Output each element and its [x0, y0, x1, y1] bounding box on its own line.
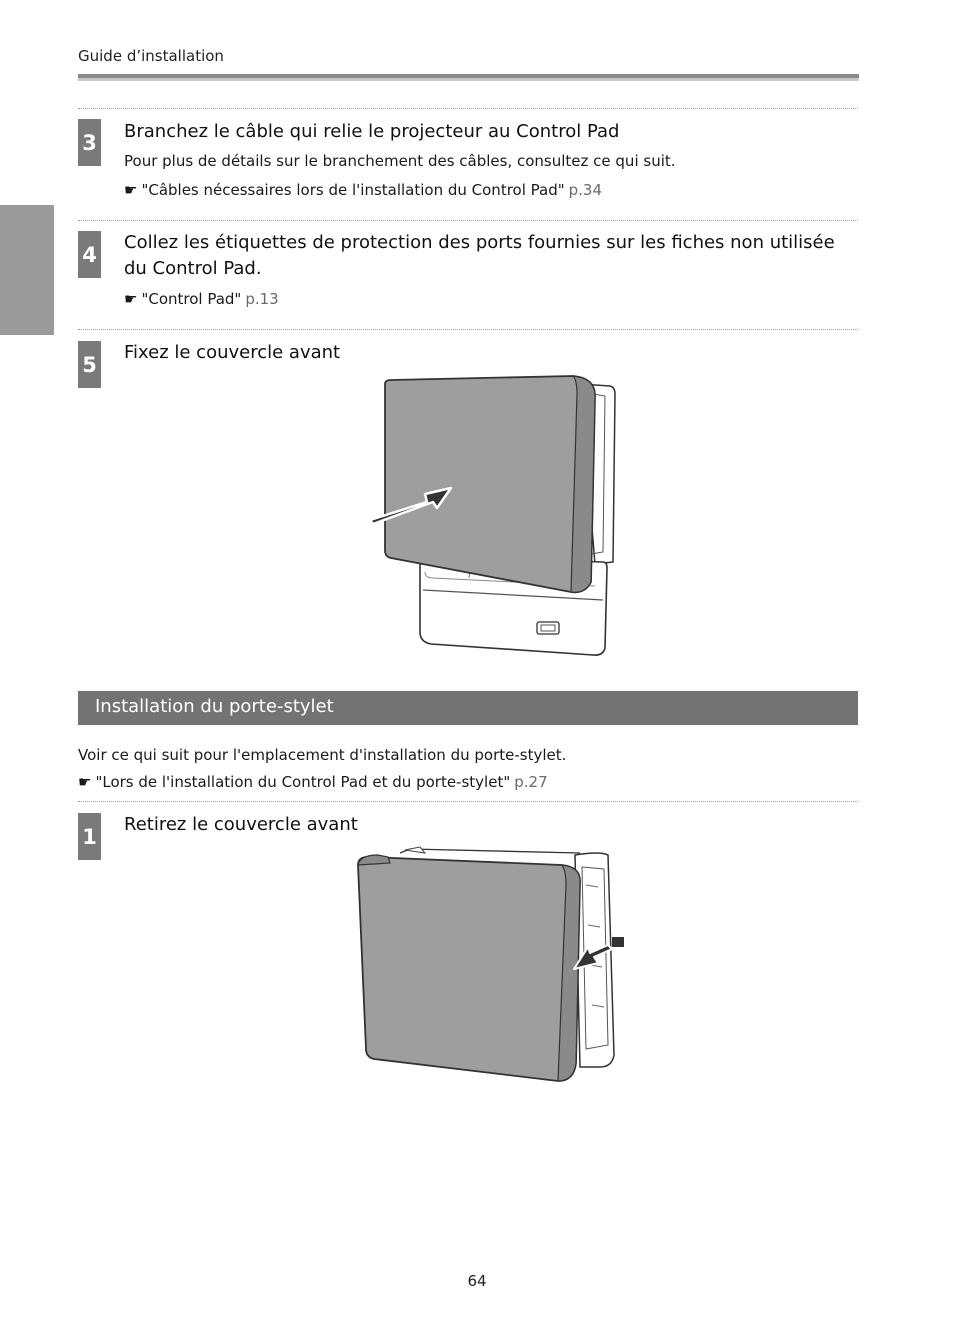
running-header: Guide d’installation — [78, 47, 224, 65]
reference-text: "Câbles nécessaires lors de l'installation du Control Pad" — [141, 181, 565, 199]
step-title: Collez les étiquettes de protection des ports fournies sur les fiches non utilisée du Control Pad. — [124, 232, 835, 279]
cross-reference-link[interactable] — [78, 773, 548, 791]
step-title: Fixez le couvercle avant — [124, 342, 341, 363]
section-title: Installation du porte-stylet — [95, 696, 334, 717]
cross-reference-link[interactable] — [124, 290, 279, 308]
divider — [78, 220, 858, 221]
step-title: Retirez le couvercle avant — [124, 814, 358, 835]
reference-page: p.34 — [568, 181, 603, 199]
reference-text: "Control Pad" — [141, 290, 242, 308]
step-number-badge: 1 — [78, 813, 101, 860]
section-intro: Voir ce qui suit pour l'emplacement d'installation du porte-stylet. — [78, 746, 567, 764]
divider — [78, 329, 858, 330]
cross-reference-link[interactable] — [124, 181, 602, 199]
step-title: Branchez le câble qui relie le projecteur au Control Pad — [124, 121, 620, 142]
chapter-side-tab — [0, 205, 54, 335]
step-number-badge: 5 — [78, 341, 101, 388]
header-rule — [78, 74, 859, 81]
step-number-badge: 4 — [78, 231, 101, 278]
divider — [78, 801, 858, 802]
pointing-hand-icon: ☛ — [78, 773, 92, 791]
reference-page: p.27 — [514, 773, 548, 791]
remove-cover-illustration — [350, 845, 630, 1090]
step-number-badge: 3 — [78, 119, 101, 166]
reference-text: "Lors de l'installation du Control Pad et du porte-stylet" — [95, 773, 511, 791]
page-number: 64 — [467, 1272, 487, 1290]
step-description: Pour plus de détails sur le branchement des câbles, consultez ce qui suit. — [124, 152, 676, 170]
section-heading-bar — [78, 691, 858, 725]
pointing-hand-icon: ☛ — [124, 290, 138, 308]
divider — [78, 108, 858, 109]
pointing-hand-icon: ☛ — [124, 181, 138, 199]
reference-page: p.13 — [245, 290, 279, 308]
attach-cover-illustration — [365, 372, 625, 662]
